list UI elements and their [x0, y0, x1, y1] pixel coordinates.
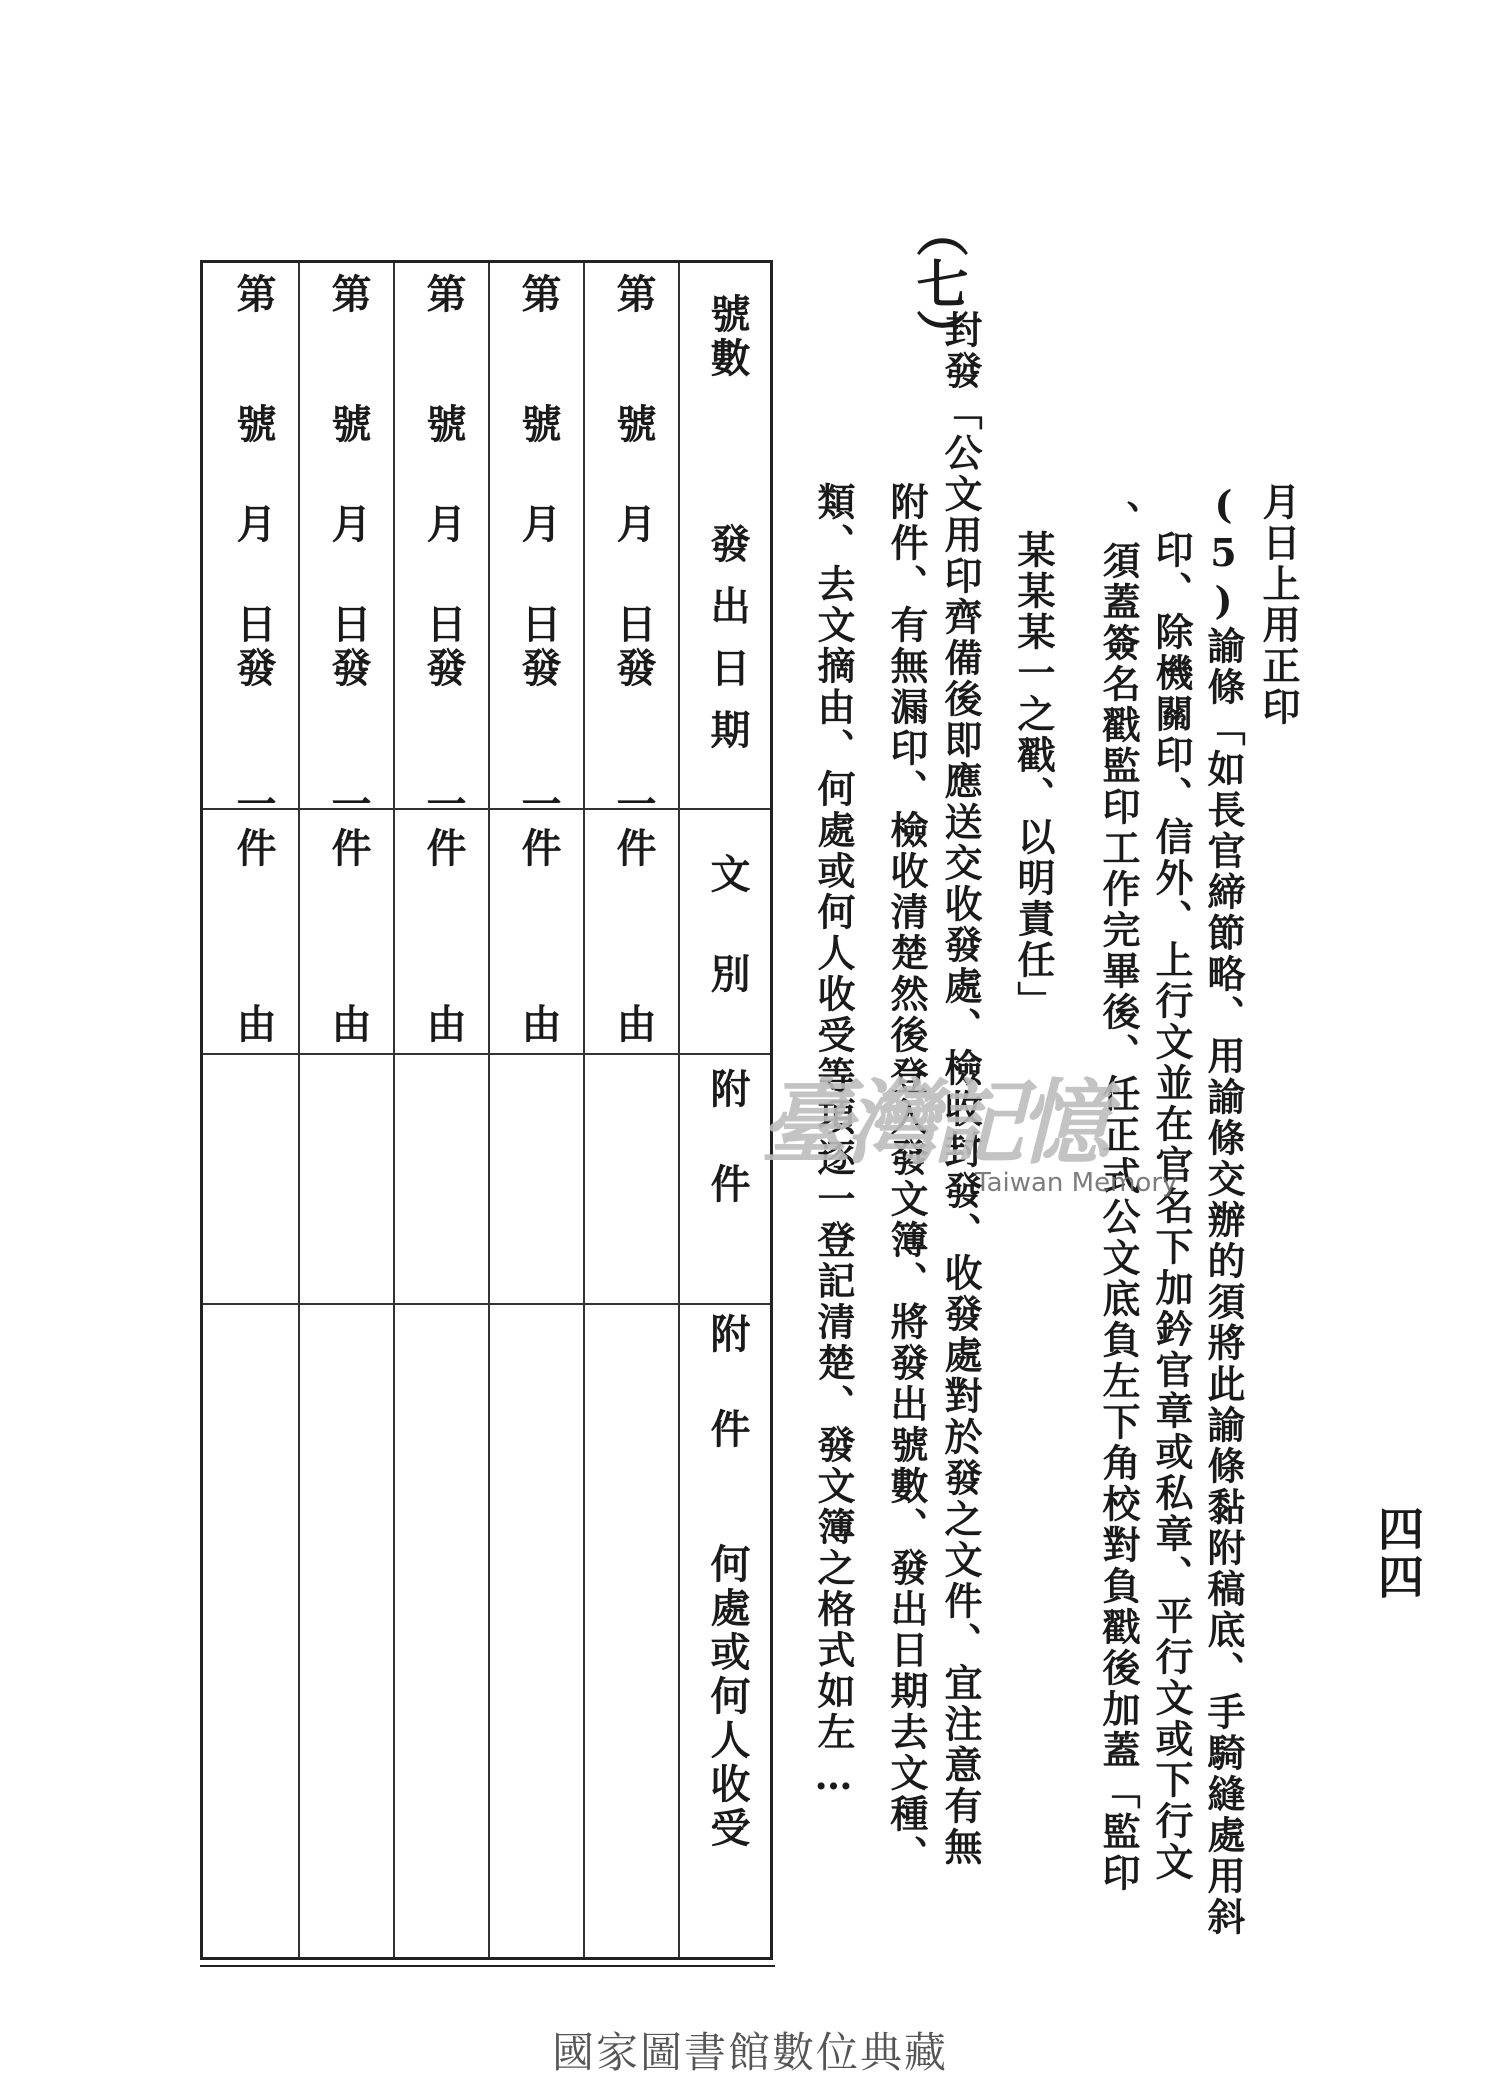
column-divider: [488, 263, 490, 1957]
header-number: 號數: [704, 293, 751, 381]
body-line-7: 附件、有無漏印、檢收清楚然後登入發文簿、將發出號數、發出日期去文種、: [884, 482, 929, 1876]
row-day-sent: 日發: [230, 603, 277, 691]
row-divider: [203, 808, 770, 810]
header-recipient: 何處或何人收受: [704, 1543, 751, 1851]
taiwan-memory-watermark: [760, 1050, 1190, 1210]
row-day-sent: 日發: [515, 603, 562, 691]
row-number-suffix: 號: [515, 403, 562, 447]
row-reason: 由: [420, 1003, 467, 1047]
column-divider: [583, 263, 585, 1957]
header-attach-1: 附件: [704, 1068, 751, 1258]
library-footer: 國家圖書館數位典藏: [551, 2028, 948, 2077]
row-divider: [203, 1053, 770, 1055]
row-number-suffix: 號: [610, 403, 657, 447]
row-count: 一件: [325, 783, 372, 871]
header-type: 文別: [704, 853, 751, 1053]
header-attach-2: 附件: [704, 1313, 751, 1503]
row-month: 月: [230, 503, 277, 547]
watermark-english: Taiwan Memory: [975, 1168, 1178, 1198]
row-count: 一件: [610, 783, 657, 871]
body-line-8: 類、去文摘由、何處或何人收受等項逐一登記清楚、發文簿之格式如左…: [811, 482, 856, 1801]
column-divider: [678, 263, 680, 1957]
row-month: 月: [610, 503, 657, 547]
body-line-1: 月日上用正印: [1256, 482, 1301, 728]
row-number-suffix: 號: [325, 403, 372, 447]
row-count: 一件: [420, 783, 467, 871]
row-reason: 由: [610, 1003, 657, 1047]
row-number-suffix: 號: [230, 403, 277, 447]
row-reason: 由: [230, 1003, 277, 1047]
body-line-6: 封發「公文用印齊備後即應送交收發處、檢收封發、收發處對於發之文件、宜注意有無: [938, 310, 983, 1868]
row-number-prefix: 第: [420, 273, 467, 317]
body-line-5: 某某某一之戳、以明責任」: [1011, 530, 1056, 1022]
row-day-sent: 日發: [420, 603, 467, 691]
section-heading: （七）: [907, 205, 968, 361]
dispatch-register-table: [200, 260, 773, 1960]
row-month: 月: [515, 503, 562, 547]
watermark-chinese: 臺灣記憶: [760, 1069, 1105, 1177]
row-number-suffix: 號: [420, 403, 467, 447]
header-date: 發出日期: [704, 523, 751, 771]
row-day-sent: 日發: [325, 603, 372, 691]
body-line-4: 、須蓋簽名戳監印工作完畢後、任正式公文底負左下角校對負戳後加蓋「監印: [1096, 500, 1141, 1894]
body-line-2: (5)諭條「如長官締節略、用諭條交辦的須將此諭條黏附稿底、手騎縫處用斜: [1201, 482, 1246, 1938]
row-month: 月: [325, 503, 372, 547]
row-number-prefix: 第: [610, 273, 657, 317]
row-month: 月: [420, 503, 467, 547]
table-bottom-rule: [200, 1965, 775, 1967]
row-reason: 由: [515, 1003, 562, 1047]
body-line-3: 印、除機關印、信外、上行文並在官名下加鈐官章或私章、平行文或下行文: [1149, 530, 1194, 1883]
row-count: 一件: [515, 783, 562, 871]
row-number-prefix: 第: [230, 273, 277, 317]
column-divider: [393, 263, 395, 1957]
column-divider: [298, 263, 300, 1957]
row-day-sent: 日發: [610, 603, 657, 691]
row-divider: [203, 1303, 770, 1305]
row-number-prefix: 第: [325, 273, 372, 317]
row-reason: 由: [325, 1003, 372, 1047]
row-count: 一件: [230, 783, 277, 871]
page-number: 四四: [1371, 1505, 1425, 1601]
row-number-prefix: 第: [515, 273, 562, 317]
